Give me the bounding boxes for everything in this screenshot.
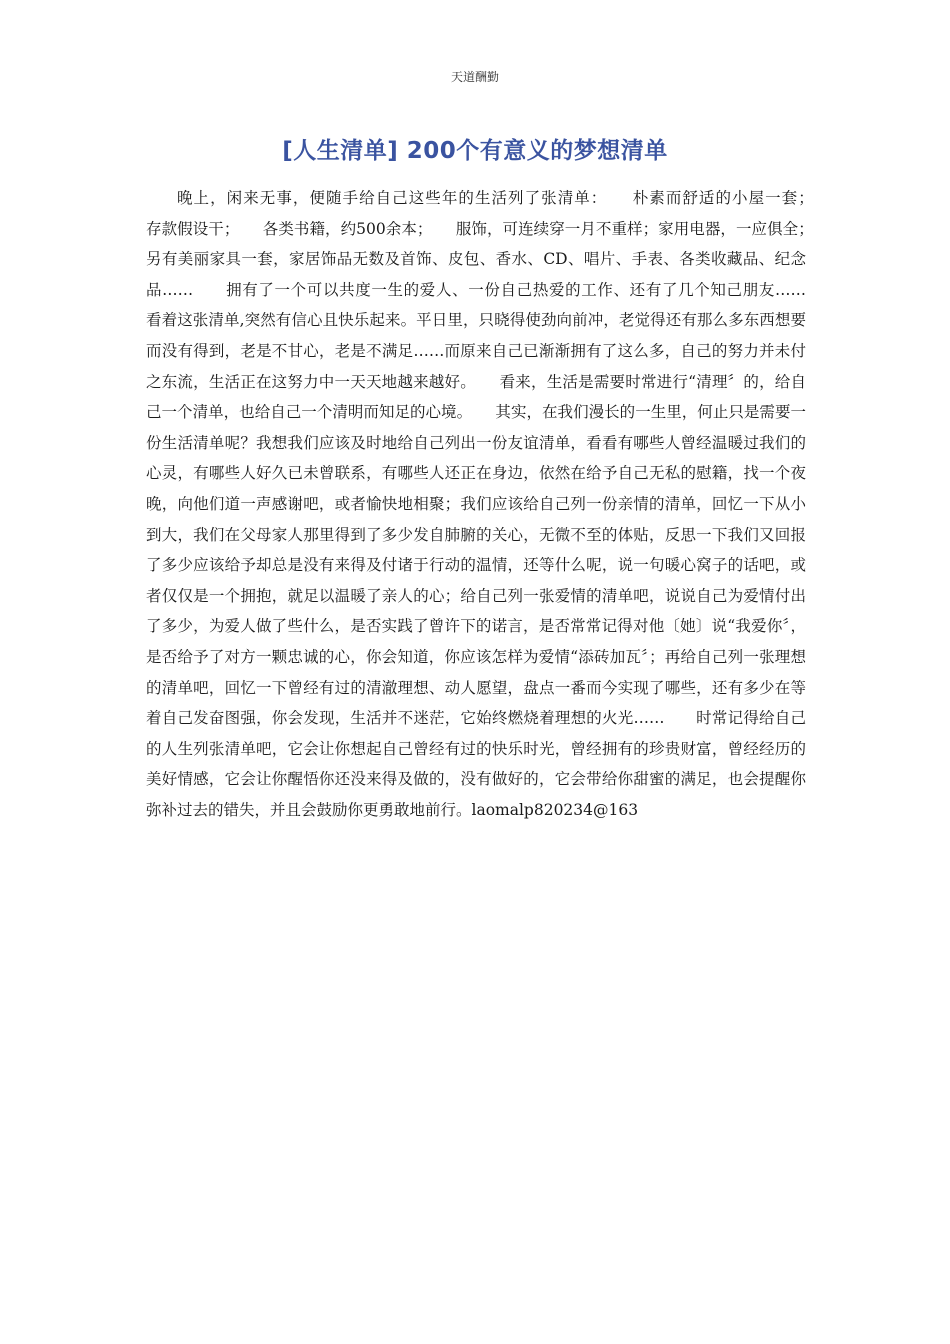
document-body: 晚上，闲来无事，便随手给自己这些年的生活列了张清单： 朴素而舒适的小屋一套； 存款假设干； 各类书籍，约500余本； 服饰，可连续穿一月不重样；家用电器，一应俱全； 另有美丽家具一套，家居饰品无数及首饰、皮包、香水、CD、唱片、手表、各类收藏品、纪念品…… 拥有了一个可以共度一生的爱人、一份自己热爱的工作、还有了几个知己朋友…… 看着这张清单,突然有信心且快乐起来。平日里，只晓得使劲向前冲，老觉得还有那么多东西想要而没有得到，老是不甘心，老是不满足……而原来自己已渐渐拥有了这么多，自己的努力并未付之东流，生活正在这努力中一天天地越来越好。 看来，生活是需要时常进行“清理〞的，给自己一个清单，也给自己一个清明而知足的心境。 其实，在我们漫长的一生里，何止只是需要一份生活清单呢？我想我们应该及时地给自己列出一份友谊清单，看看有哪些人曾经温暖过我们的心灵，有哪些人好久已未曾联系，有哪些人还正在身边，依然在给予自己无私的慰籍，找一个夜晚，向他们道一声感谢吧，或者愉快地相聚；我们应该给自己列一份亲情的清单，回忆一下从小到大，我们在父母家人那里得到了多少发自肺腑的关心，无微不至的体贴，反思一下我们又回报了多少应该给予却总是没有来得及付诸于行动的温情，还等什么呢，说一句暖心窝子的话吧，或者仅仅是一个拥抱，就足以温暖了亲人的心；给自己列一张爱情的清单吧，说说自己为爱情付出了多少，为爱人做了些什么，是否实践了曾许下的诺言，是否常常记得对他〔她〕说“我爱你〞，是否给予了对方一颗忠诚的心，你会知道，你应该怎样为爱情“添砖加瓦〞；再给自己列一张理想的清单吧，回忆一下曾经有过的清澈理想、动人愿望，盘点一番而今实现了哪些，还有多少在等着自己发奋图强，你会发现，生活并不迷茫，它始终燃烧着理想的火光…… 时常记得给自己的人生列张清单吧，它会让你想起自己曾经有过的快乐时光，曾经拥有的珍贵财富，曾经经历的美好情感，它会让你醒悟你还没来得及做的，没有做好的，它会带给你甜蜜的满足，也会提醒你弥补过去的错失，并且会鼓励你更勇敢地前行。laomalp820234@163 xyxy=(146,189,838,819)
page-header: 天道酬勤 xyxy=(450,70,499,84)
document-title: [人生清单] 200个有意义的梦想清单 xyxy=(282,138,668,164)
